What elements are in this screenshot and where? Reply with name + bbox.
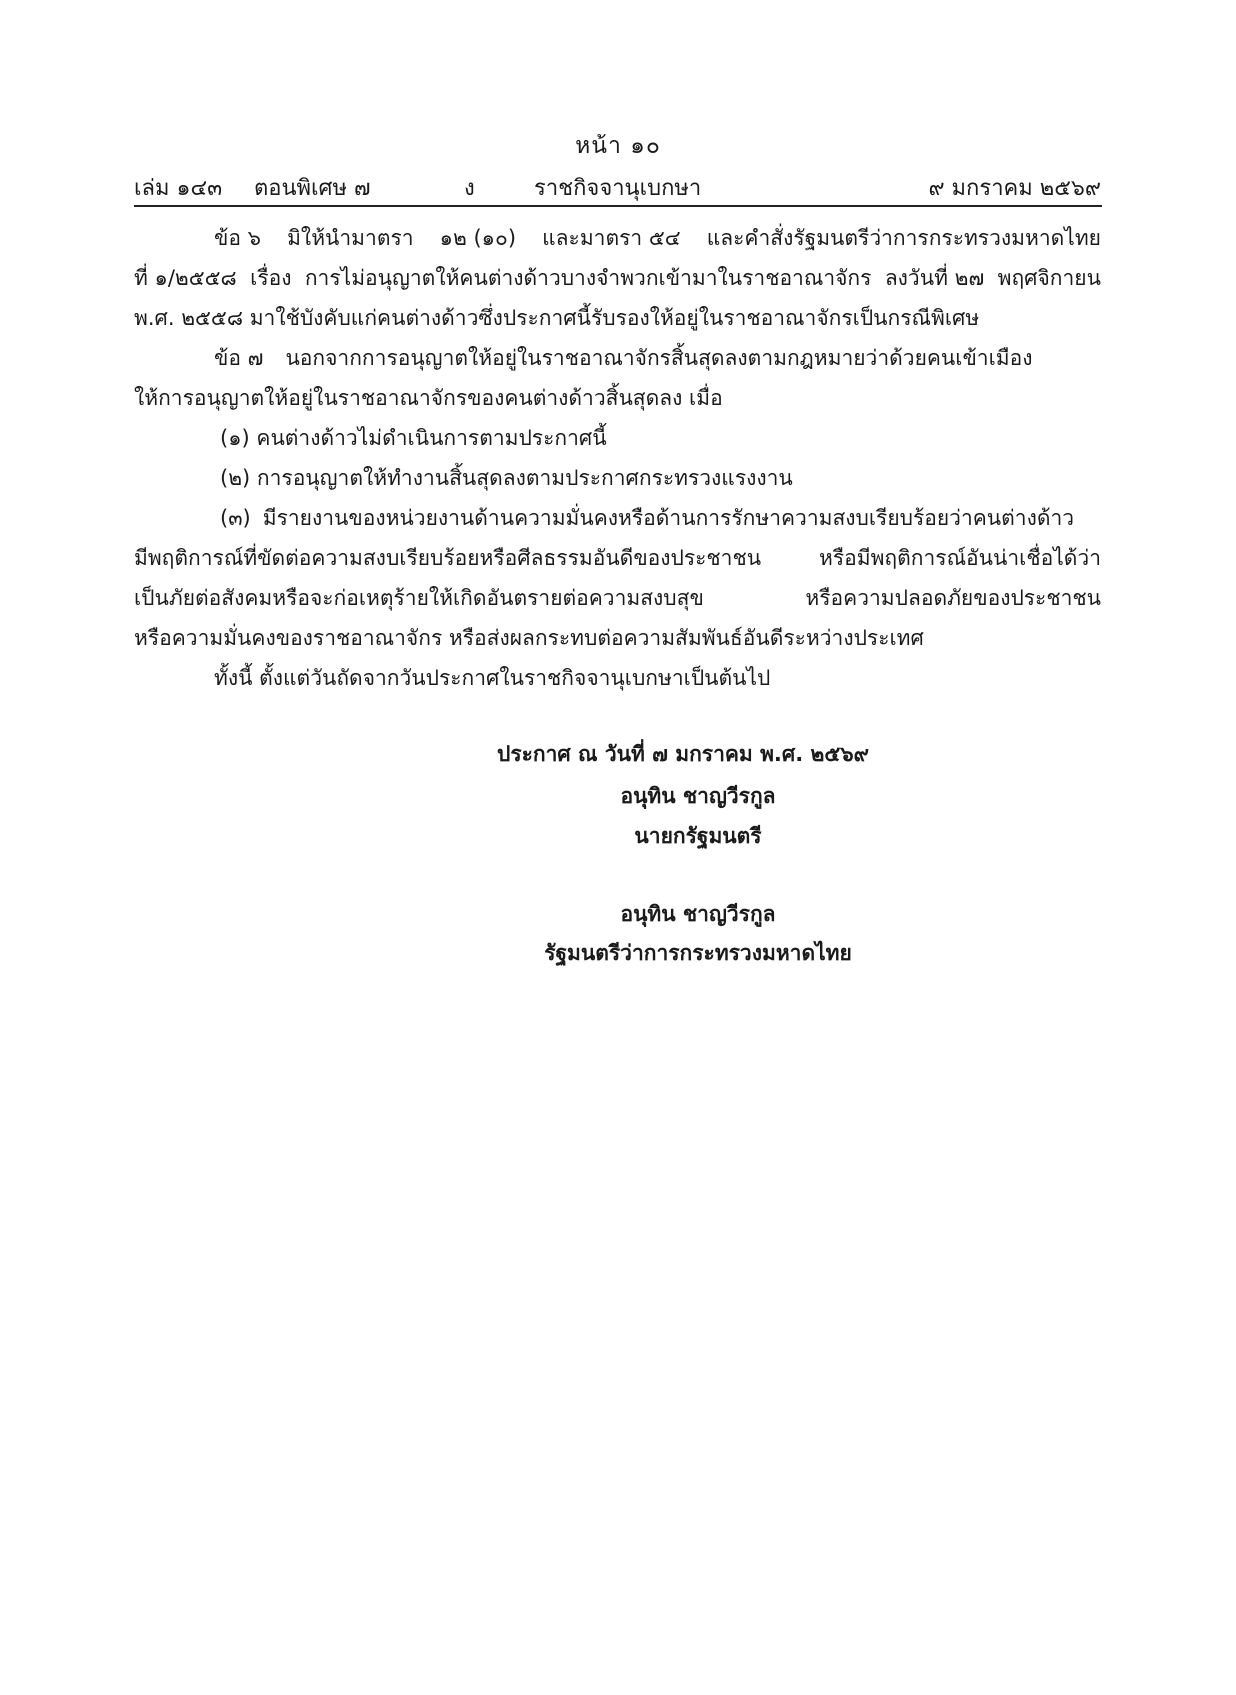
text-segment: มีพฤติการณ์ที่ขัดต่อความสงบเรียบร้อยหรือศีลธรรมอันดีของประชาชน xyxy=(134,546,762,570)
text-segment: มีรายงานของหน่วยงานด้านความมั่นคงหรือด้านการรักษาความสงบเรียบร้อยว่าคนต่างด้าว xyxy=(262,506,1075,530)
header-section: ตอนพิเศษ ๗ xyxy=(254,176,371,201)
signatory-title-2: รัฐมนตรีว่าการกระทรวงมหาดไทย xyxy=(544,941,852,965)
clause7-number: ข้อ ๗ xyxy=(214,346,264,370)
clause7-item3-line1 xyxy=(134,498,1101,538)
clause7-item3-line2 xyxy=(134,538,1101,578)
signatory-title-1: นายกรัฐมนตรี xyxy=(634,824,762,848)
text-segment: หรือมีพฤติการณ์อันน่าเชื่อได้ว่า xyxy=(819,546,1101,570)
clause6-line3 xyxy=(134,298,1101,338)
text-segment: เป็นภัยต่อสังคมหรือจะก่อเหตุร้ายให้เกิดอันตรายต่อความสงบสุข xyxy=(134,586,704,610)
text-segment: นอกจากการอนุญาตให้อยู่ในราชอาณาจักรสิ้นสุดลงตามกฎหมายว่าด้วยคนเข้าเมือง xyxy=(285,346,1033,370)
clause7-item3-line3 xyxy=(134,578,1101,618)
text-segment: ให้การอนุญาตให้อยู่ในราชอาณาจักรของคนต่างด้าวสิ้นสุดลง เมื่อ xyxy=(134,386,723,410)
clause7-item3-line4 xyxy=(134,618,1101,658)
gazette-header xyxy=(134,170,1101,202)
text-segment: (๒) การอนุญาตให้ทำงานสิ้นสุดลงตามประกาศกระทรวงแรงงาน xyxy=(220,466,793,490)
page-number: หน้า ๑๐ xyxy=(575,133,661,159)
text-segment: ๑๒ (๑๐) xyxy=(439,226,517,250)
text-segment: พฤศจิกายน xyxy=(997,266,1101,290)
clause6-number: ข้อ ๖ xyxy=(214,226,261,250)
text-segment: พ.ศ. ๒๕๕๘ มาใช้บังคับแก่คนต่างด้าวซึ่งประกาศนี้รับรองให้อยู่ในราชอาณาจักรเป็นกรณีพิเศษ xyxy=(134,306,980,330)
text-segment: หรือความปลอดภัยของประชาชน xyxy=(805,586,1101,610)
text-segment: การไม่อนุญาตให้คนต่างด้าวบางจำพวกเข้ามาในราชอาณาจักร xyxy=(304,266,872,290)
text-segment: (๓) xyxy=(220,506,251,530)
text-segment: เรื่อง xyxy=(250,266,292,290)
header-volume: เล่ม ๑๔๓ xyxy=(134,176,223,201)
header-publication: ราชกิจจานุเบกษา xyxy=(534,176,702,201)
text-segment: (๑) คนต่างด้าวไม่ดำเนินการตามประกาศนี้ xyxy=(220,426,607,450)
text-segment: ลงวันที่ ๒๗ xyxy=(884,266,985,290)
text-segment: หรือความมั่นคงของราชอาณาจักร หรือส่งผลกระทบต่อความสัมพันธ์อันดีระหว่างประเทศ xyxy=(134,626,924,650)
clause7-line2 xyxy=(134,378,1101,418)
text-segment: และมาตรา ๕๔ xyxy=(542,226,681,250)
clause6-line1 xyxy=(134,218,1101,258)
text-segment: และคำสั่งรัฐมนตรีว่าการกระทรวงมหาดไทย xyxy=(706,226,1101,250)
text-segment: ที่ ๑/๒๕๕๘ xyxy=(134,266,237,290)
effective-date-line xyxy=(134,658,1101,698)
header-part: ง xyxy=(464,176,475,201)
text-segment: ทั้งนี้ ตั้งแต่วันถัดจากวันประกาศในราชกิจจานุเบกษาเป็นต้นไป xyxy=(214,666,771,690)
signatory-name-1: อนุทิน ชาญวีรกูล xyxy=(620,784,776,808)
document-body xyxy=(134,218,1101,698)
clause6-line2 xyxy=(134,258,1101,298)
clause7-item2 xyxy=(134,458,1101,498)
text-segment: มิให้นำมาตรา xyxy=(287,226,414,250)
announcement-date: ประกาศ ณ วันที่ ๗ มกราคม พ.ศ. ๒๕๖๙ xyxy=(497,742,869,766)
clause7-line1 xyxy=(134,338,1101,378)
header-divider xyxy=(134,205,1102,207)
clause7-item1 xyxy=(134,418,1101,458)
signatory-name-2: อนุทิน ชาญวีรกูล xyxy=(620,902,776,926)
header-date: ๙ มกราคม ๒๕๖๙ xyxy=(928,176,1101,201)
